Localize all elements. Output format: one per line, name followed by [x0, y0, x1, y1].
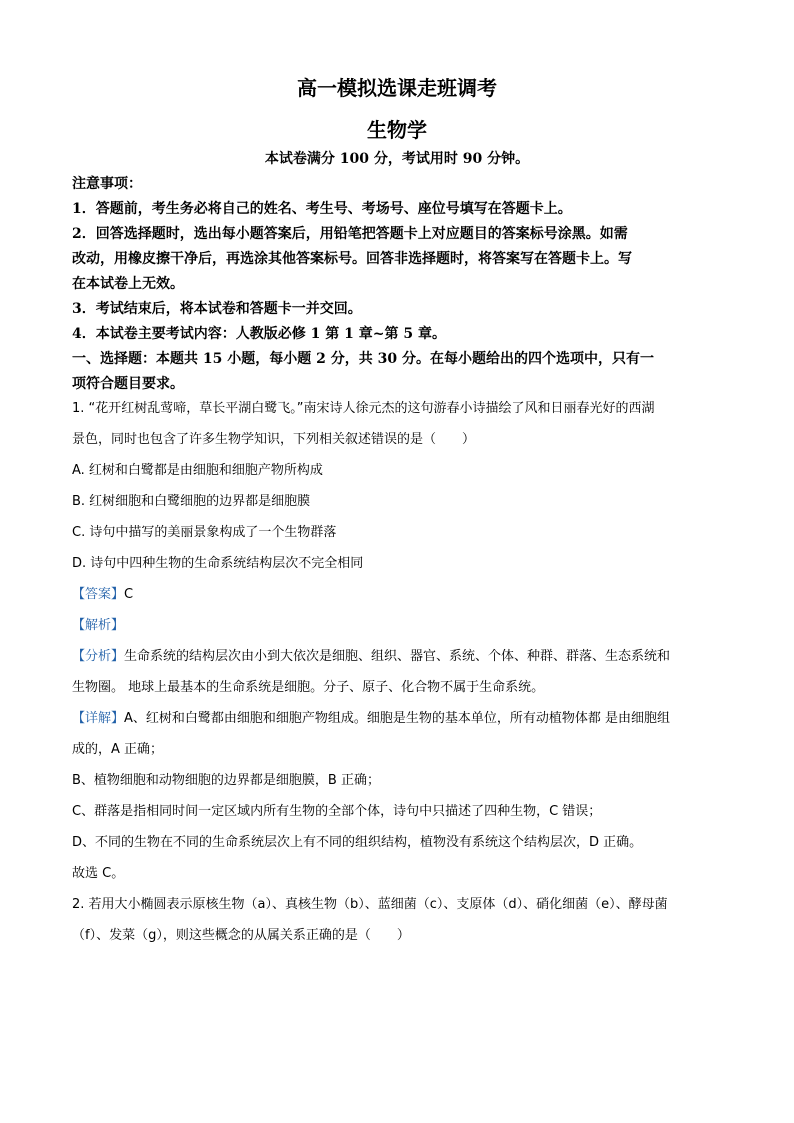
q1-answer — [72, 579, 722, 610]
q1-fenxi-cont: 生物圈。 地球上最基本的生命系统是细胞。分子、原子、化合物不属于生命系统。 — [72, 680, 545, 695]
answer-value: C — [124, 587, 134, 602]
notes-line: 2．回答选择题时，选出每小题答案后，用铅笔把答题卡上对应题目的答案标号涂黑。如需 — [72, 226, 628, 242]
q1-xiangjie-b: B、植物细胞和动物细胞的边界都是细胞膜，B 正确； — [72, 773, 380, 788]
fenxi-label: 【分析】 — [72, 649, 125, 664]
notes-line: 改动，用橡皮擦干净后，再选涂其他答案标号。回答非选择题时，将答案写在答题卡上。写 — [72, 251, 632, 267]
q1-conclusion: 故选 C。 — [72, 866, 125, 881]
exam-info: 本试卷满分 100 分，考试用时 90 分钟。 — [264, 151, 530, 167]
q1-xiangjie-d: D、不同的生物在不同的生命系统层次上有不同的组织结构，植物没有系统这个结构层次，D 正确。 — [72, 835, 643, 850]
notes-line: 在本试卷上无效。 — [72, 276, 184, 292]
section-heading: 项符合题目要求。 — [72, 376, 184, 392]
section-heading: 一、选择题：本题共 15 小题，每小题 2 分，共 30 分。在每小题给出的四个选项中，只有一 — [72, 351, 654, 367]
q1-option-b: B. 红树细胞和白鹭细胞的边界都是细胞膜 — [72, 494, 311, 509]
xiangjie-text: A、红树和白鹭都由细胞和细胞产物组成。细胞是生物的基本单位，所有动植物体都 是由细胞组 — [124, 711, 671, 726]
q1-xiangjie-c: C、群落是指相同时间一定区域内所有生物的全部个体，诗句中只描述了四种生物，C 错误； — [72, 804, 602, 819]
notes-line: 3．考试结束后，将本试卷和答题卡一并交回。 — [72, 301, 362, 317]
notes-section — [72, 172, 722, 397]
q1-fenxi — [72, 641, 722, 672]
q1-xiangjie — [72, 703, 722, 734]
q2-stem: 2. 若用大小椭圆表示原核生物（a）、真核生物（b）、蓝细菌（c）、支原体（d）、硝化细菌（e）、酵母菌 — [72, 897, 668, 912]
q1-analysis — [72, 610, 722, 641]
q1-stem: 1. “花开红树乱莺啼，草长平湖白鹭飞。”南宋诗人徐元杰的这句游春小诗描绘了风和日丽春光好的西湖 — [72, 401, 655, 416]
q1-stem: 景色，同时也包含了许多生物学知识，下列相关叙述错误的是（ ） — [72, 432, 476, 447]
notes-line: 1．答题前，考生务必将自己的姓名、考生号、考场号、座位号填写在答题卡上。 — [72, 201, 572, 217]
q1-option-a: A. 红树和白鹭都是由细胞和细胞产物所构成 — [72, 463, 323, 478]
q1-xiangjie-cont: 成的，A 正确； — [72, 742, 164, 757]
subject-title: 生物学 — [367, 118, 427, 142]
xiangjie-label: 【详解】 — [72, 711, 125, 726]
exam-title: 高一模拟选课走班调考 — [297, 76, 497, 100]
notes-line: 4．本试卷主要考试内容：人教版必修 1 第 1 章~第 5 章。 — [72, 326, 446, 342]
question-content — [72, 393, 722, 951]
notes-heading: 注意事项： — [72, 176, 142, 192]
analysis-label: 【解析】 — [72, 618, 125, 633]
answer-label: 【答案】 — [72, 587, 125, 602]
q2-stem: （f）、发菜（g），则这些概念的从属关系正确的是（ ） — [72, 928, 410, 943]
q1-option-d: D. 诗句中四种生物的生命系统结构层次不完全相同 — [72, 556, 364, 571]
fenxi-text: 生命系统的结构层次由小到大依次是细胞、组织、器官、系统、个体、种群、群落、生态系统和 — [124, 649, 671, 664]
q1-option-c: C. 诗句中描写的美丽景象构成了一个生物群落 — [72, 525, 337, 540]
